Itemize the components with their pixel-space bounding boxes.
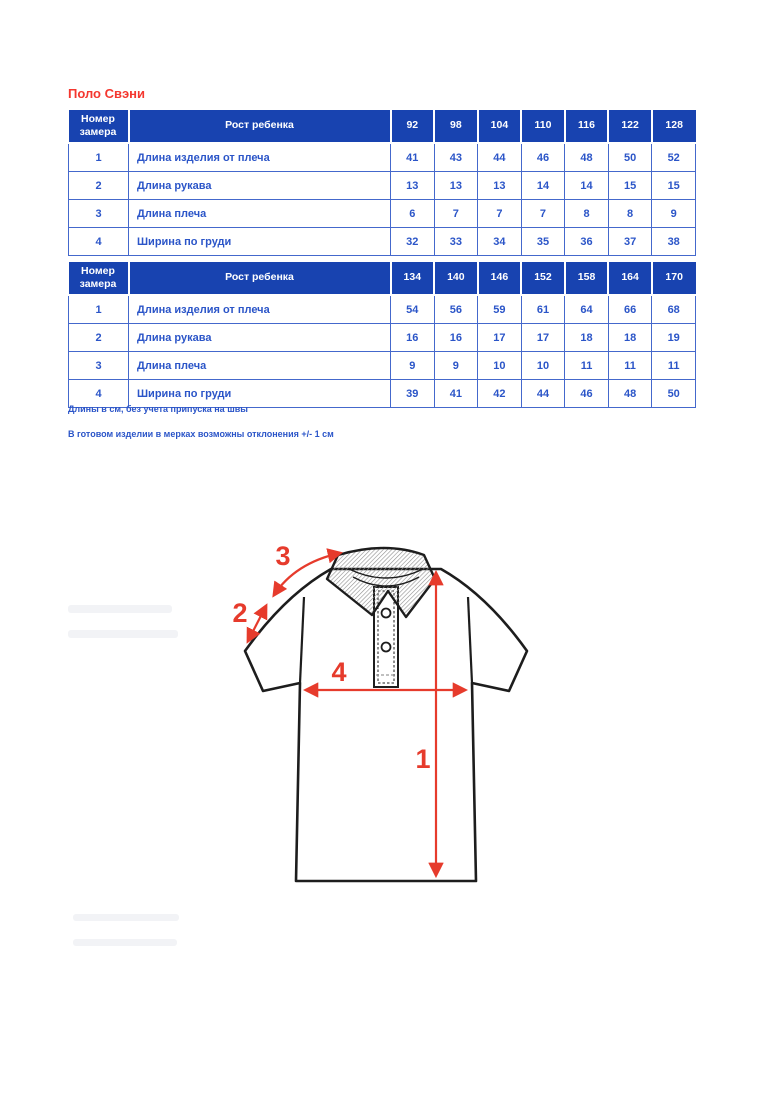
measure-value: 14 [521, 172, 565, 200]
measure-value: 68 [652, 295, 696, 324]
measure-value: 34 [478, 228, 522, 256]
col-header-size: 158 [565, 262, 609, 295]
measure-value: 52 [652, 143, 696, 172]
measure-value: 54 [391, 295, 435, 324]
measure-value: 50 [652, 380, 696, 408]
measure-value: 18 [565, 324, 609, 352]
ghost-text-line [68, 605, 172, 613]
ghost-text-line [73, 939, 177, 946]
col-header-child-height: Рост ребенка [129, 262, 391, 295]
table-row [69, 172, 696, 200]
table-row [69, 295, 696, 324]
col-header-size: 122 [608, 110, 652, 143]
measure-value: 17 [521, 324, 565, 352]
note-lengths-in-cm: Длины в см, без учета припуска на швы [68, 404, 248, 414]
col-header-size: 92 [391, 110, 435, 143]
measure-value: 13 [478, 172, 522, 200]
measure-value: 11 [652, 352, 696, 380]
col-header-measure-number: Номер замера [69, 262, 129, 295]
col-header-size: 164 [608, 262, 652, 295]
measure-value: 16 [391, 324, 435, 352]
measure-value: 61 [521, 295, 565, 324]
button-icon [382, 643, 391, 652]
col-header-size: 98 [434, 110, 478, 143]
measure-value: 39 [391, 380, 435, 408]
size-table-small [68, 110, 696, 256]
measure-number: 2 [69, 324, 129, 352]
measure-value: 8 [565, 200, 609, 228]
measure-value: 64 [565, 295, 609, 324]
measure-value: 9 [434, 352, 478, 380]
col-header-size: 140 [434, 262, 478, 295]
measure-label: Длина изделия от плеча [129, 295, 391, 324]
measure-value: 15 [608, 172, 652, 200]
measure-number: 3 [69, 200, 129, 228]
size-table [68, 262, 696, 408]
measure-value: 46 [565, 380, 609, 408]
table-row [69, 324, 696, 352]
measure-value: 38 [652, 228, 696, 256]
measure-value: 43 [434, 143, 478, 172]
measure-number: 2 [69, 172, 129, 200]
measure-value: 9 [652, 200, 696, 228]
measure-value: 48 [608, 380, 652, 408]
col-header-size: 146 [478, 262, 522, 295]
measure-value: 37 [608, 228, 652, 256]
col-header-size: 170 [652, 262, 696, 295]
measure-label: Длина плеча [129, 352, 391, 380]
button-icon [382, 609, 391, 618]
measure-value: 42 [478, 380, 522, 408]
measure-label: Ширина по груди [129, 380, 391, 408]
col-header-child-height: Рост ребенка [129, 110, 391, 143]
measure-value: 15 [652, 172, 696, 200]
ghost-text-line [68, 630, 178, 638]
measure-value: 44 [478, 143, 522, 172]
table-row [69, 200, 696, 228]
measure-label-2: 2 [232, 598, 248, 628]
table-header-row [69, 110, 696, 143]
measure-value: 19 [652, 324, 696, 352]
measure-number: 3 [69, 352, 129, 380]
col-header-size: 104 [478, 110, 522, 143]
measure-label-1: 1 [415, 744, 431, 774]
measure-number: 4 [69, 380, 129, 408]
measure-value: 41 [391, 143, 435, 172]
measure-value: 59 [478, 295, 522, 324]
col-header-size: 134 [391, 262, 435, 295]
measure-value: 66 [608, 295, 652, 324]
measure-value: 13 [391, 172, 435, 200]
measure-value: 56 [434, 295, 478, 324]
measure-value: 16 [434, 324, 478, 352]
measure-number: 4 [69, 228, 129, 256]
col-header-size: 128 [652, 110, 696, 143]
measure-value: 32 [391, 228, 435, 256]
measure-value: 7 [434, 200, 478, 228]
measure-value: 10 [478, 352, 522, 380]
col-header-size: 110 [521, 110, 565, 143]
measure-value: 48 [565, 143, 609, 172]
measure-label-4: 4 [331, 657, 347, 687]
measure-label: Длина плеча [129, 200, 391, 228]
measure-number: 1 [69, 143, 129, 172]
table-row [69, 352, 696, 380]
measure-value: 14 [565, 172, 609, 200]
measure-value: 7 [521, 200, 565, 228]
measure-value: 9 [391, 352, 435, 380]
measure-value: 46 [521, 143, 565, 172]
measure-value: 17 [478, 324, 522, 352]
measure-value: 33 [434, 228, 478, 256]
table-row [69, 228, 696, 256]
measure-label: Длина рукава [129, 172, 391, 200]
measure-value: 35 [521, 228, 565, 256]
col-header-size: 152 [521, 262, 565, 295]
measure-value: 11 [565, 352, 609, 380]
polo-measurement-diagram [225, 525, 535, 905]
col-header-size: 116 [565, 110, 609, 143]
measure-value: 7 [478, 200, 522, 228]
table-row [69, 143, 696, 172]
size-table-large [68, 262, 696, 408]
table-header-row [69, 262, 696, 295]
measure-value: 18 [608, 324, 652, 352]
measure-value: 50 [608, 143, 652, 172]
measure-value: 11 [608, 352, 652, 380]
note-tolerance: В готовом изделии в мерках возможны отклонения +/- 1 см [68, 429, 334, 439]
page-title: Поло Свэни [68, 86, 146, 101]
measure-value: 6 [391, 200, 435, 228]
measure-label: Длина изделия от плеча [129, 143, 391, 172]
ghost-text-line [73, 914, 179, 921]
measure-label: Длина рукава [129, 324, 391, 352]
col-header-measure-number: Номер замера [69, 110, 129, 143]
measure-value: 44 [521, 380, 565, 408]
size-table [68, 110, 696, 256]
measure-value: 13 [434, 172, 478, 200]
measure-value: 10 [521, 352, 565, 380]
measure-value: 36 [565, 228, 609, 256]
measure-value: 8 [608, 200, 652, 228]
measure-value: 41 [434, 380, 478, 408]
measure-label-3: 3 [275, 541, 291, 571]
measure-label: Ширина по груди [129, 228, 391, 256]
measure-number: 1 [69, 295, 129, 324]
